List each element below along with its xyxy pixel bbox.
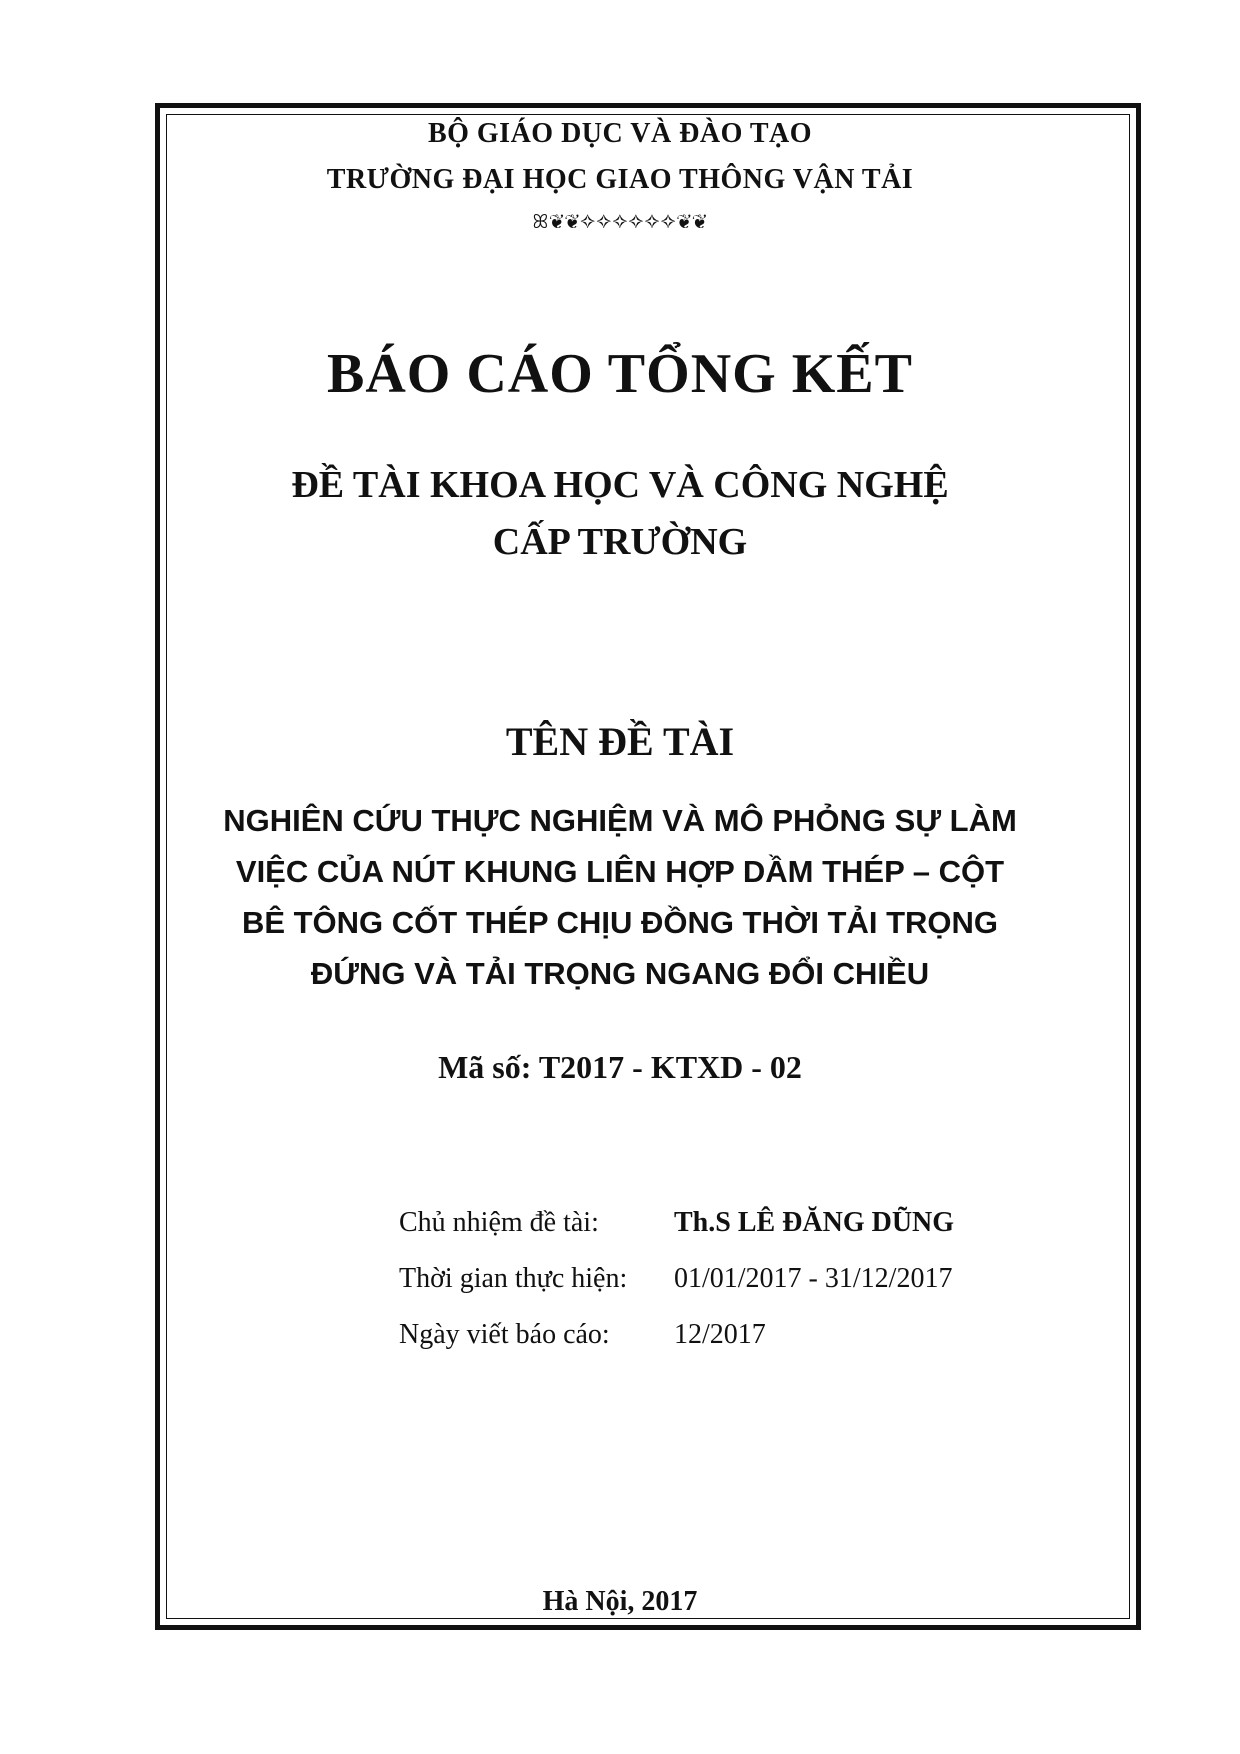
topic-title <box>160 795 1080 999</box>
topic-title-line: NGHIÊN CỨU THỰC NGHIỆM VÀ MÔ PHỎNG SỰ LÀM <box>223 803 1017 838</box>
university-name: TRƯỜNG ĐẠI HỌC GIAO THÔNG VẬN TẢI <box>326 164 914 195</box>
place-and-year: Hà Nội, 2017 <box>542 1586 698 1617</box>
info-label: Thời gian thực hiện: <box>399 1263 628 1294</box>
info-value: Th.S LÊ ĐĂNG DŨNG <box>674 1207 955 1238</box>
info-label: Ngày viết báo cáo: <box>399 1319 610 1350</box>
info-value: 01/01/2017 - 31/12/2017 <box>674 1263 953 1294</box>
info-row-report-date <box>399 1319 954 1375</box>
info-label: Chủ nhiệm đề tài: <box>399 1207 599 1238</box>
ornament-divider: ꕤ❦❦✧✧✧✧✧✧❦❦ <box>532 212 708 233</box>
topic-heading: TÊN ĐỀ TÀI <box>505 719 735 764</box>
topic-title-line: ĐỨNG VÀ TẢI TRỌNG NGANG ĐỔI CHIỀU <box>310 956 930 991</box>
info-row-leader <box>399 1207 954 1263</box>
ministry-name: BỘ GIÁO DỤC VÀ ĐÀO TẠO <box>427 118 813 149</box>
info-row-period <box>399 1263 954 1319</box>
report-title: BÁO CÁO TỔNG KẾT <box>327 343 913 405</box>
topic-title-line: BÊ TÔNG CỐT THÉP CHỊU ĐỒNG THỜI TẢI TRỌNG <box>241 905 999 940</box>
project-code: Mã số: T2017 - KTXD - 02 <box>438 1049 802 1085</box>
project-info <box>399 1207 954 1375</box>
topic-title-line: VIỆC CỦA NÚT KHUNG LIÊN HỢP DẦM THÉP – CỘT <box>235 854 1005 889</box>
report-subtitle-line1: ĐỀ TÀI KHOA HỌC VÀ CÔNG NGHỆ <box>291 464 949 506</box>
info-value: 12/2017 <box>674 1319 766 1350</box>
report-subtitle-line2: CẤP TRƯỜNG <box>492 521 748 563</box>
